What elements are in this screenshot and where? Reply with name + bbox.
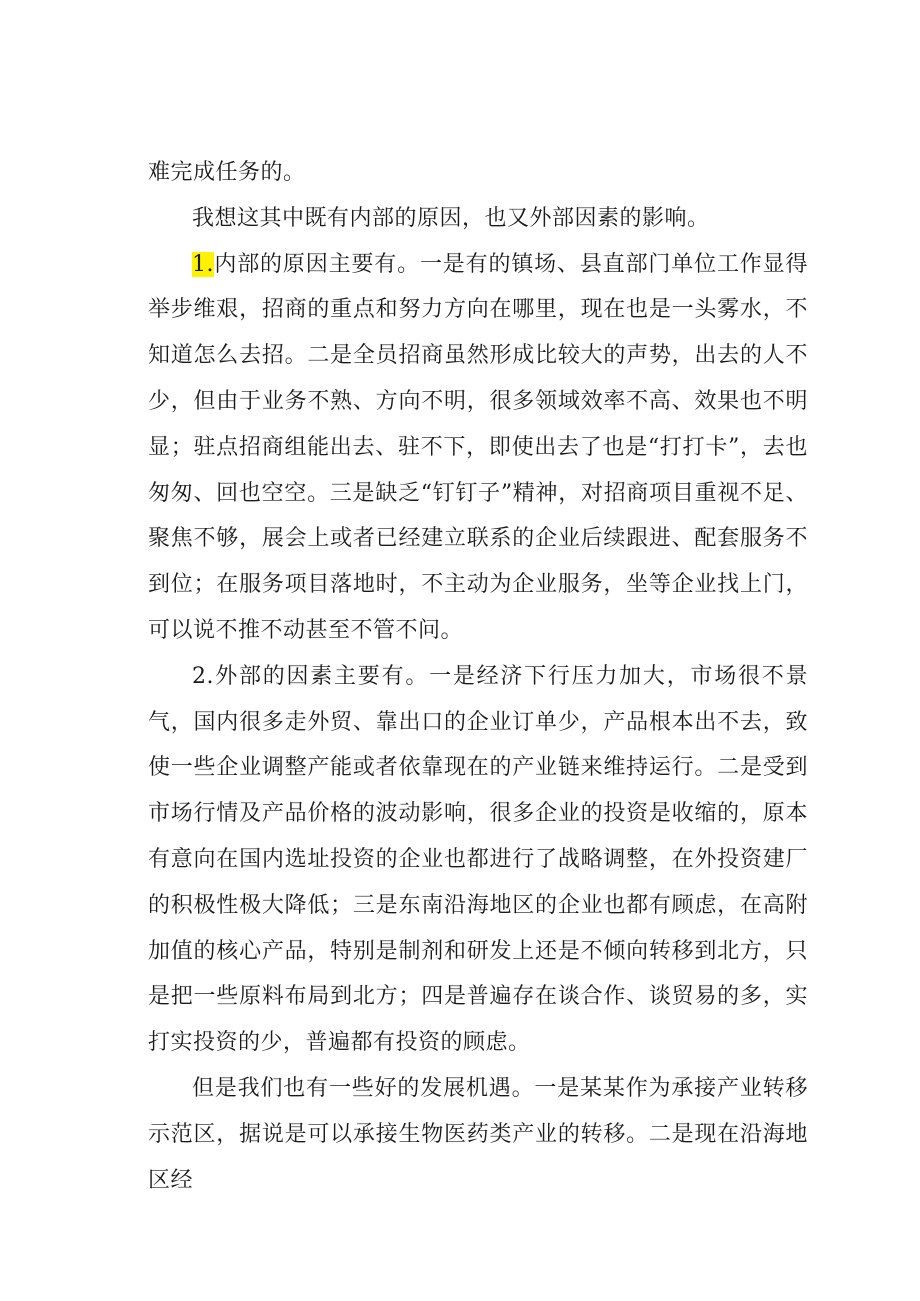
paragraph-continuation: 难完成任务的。 xyxy=(148,160,306,185)
paragraph-internal-reasons xyxy=(148,242,808,654)
paragraph-internal-reasons-text: 内部的原因主要有。一是有的镇场、县直部门单位工作显得举步维艰，招商的重点和努力方向在哪里，现在也是一头雾水，不知道怎么去招。二是全员招商虽然形成比较大的声势，出去的人不少，但由于业务不熟、方向不明，很多领域效率不高、效果也不明显；驻点招商组能出去、驻不下，即使出去了也是“打打卡”，去也匆匆、回也空空。三是缺乏“钉钉子”精神，对招商项目重视不足、聚焦不够，展会上或者已经建立联系的企业后续跟进、配套服务不到位；在服务项目落地时，不主动为企业服务，坐等企业找上门，可以说不推不动甚至不管不问。 xyxy=(148,251,808,643)
paragraph-opportunities: 但是我们也有一些好的发展机遇。一是某某作为承接产业转移示范区，据说是可以承接生物医药类产业的转移。二是现在沿海地区经 xyxy=(148,1075,808,1193)
paragraph-intro: 我想这其中既有内部的原因，也又外部因素的影响。 xyxy=(192,205,710,231)
paragraph-external-factors: 2.外部的因素主要有。一是经济下行压力加大，市场很不景气，国内很多走外贸、靠出口的企业订单少，产品根本出不去，致使一些企业调整产能或者依靠现在的产业链来维持运行。二是受到市场行情及产品价格的波动影响，很多企业的投资是收缩的，原本有意向在国内选址投资的企业也都进行了战略调整，在外投资建厂的积极性极大降低；三是东南沿海地区的企业也都有顾虑，在高附加值的核心产品，特别是制剂和研发上还是不倾向转移到北方，只是把一些原料布局到北方；四是普遍存在谈合作、谈贸易的多，实打实投资的少，普遍都有投资的顾虑。 xyxy=(148,663,808,1056)
highlighted-number: 1. xyxy=(192,251,214,277)
document-body xyxy=(148,150,808,1203)
